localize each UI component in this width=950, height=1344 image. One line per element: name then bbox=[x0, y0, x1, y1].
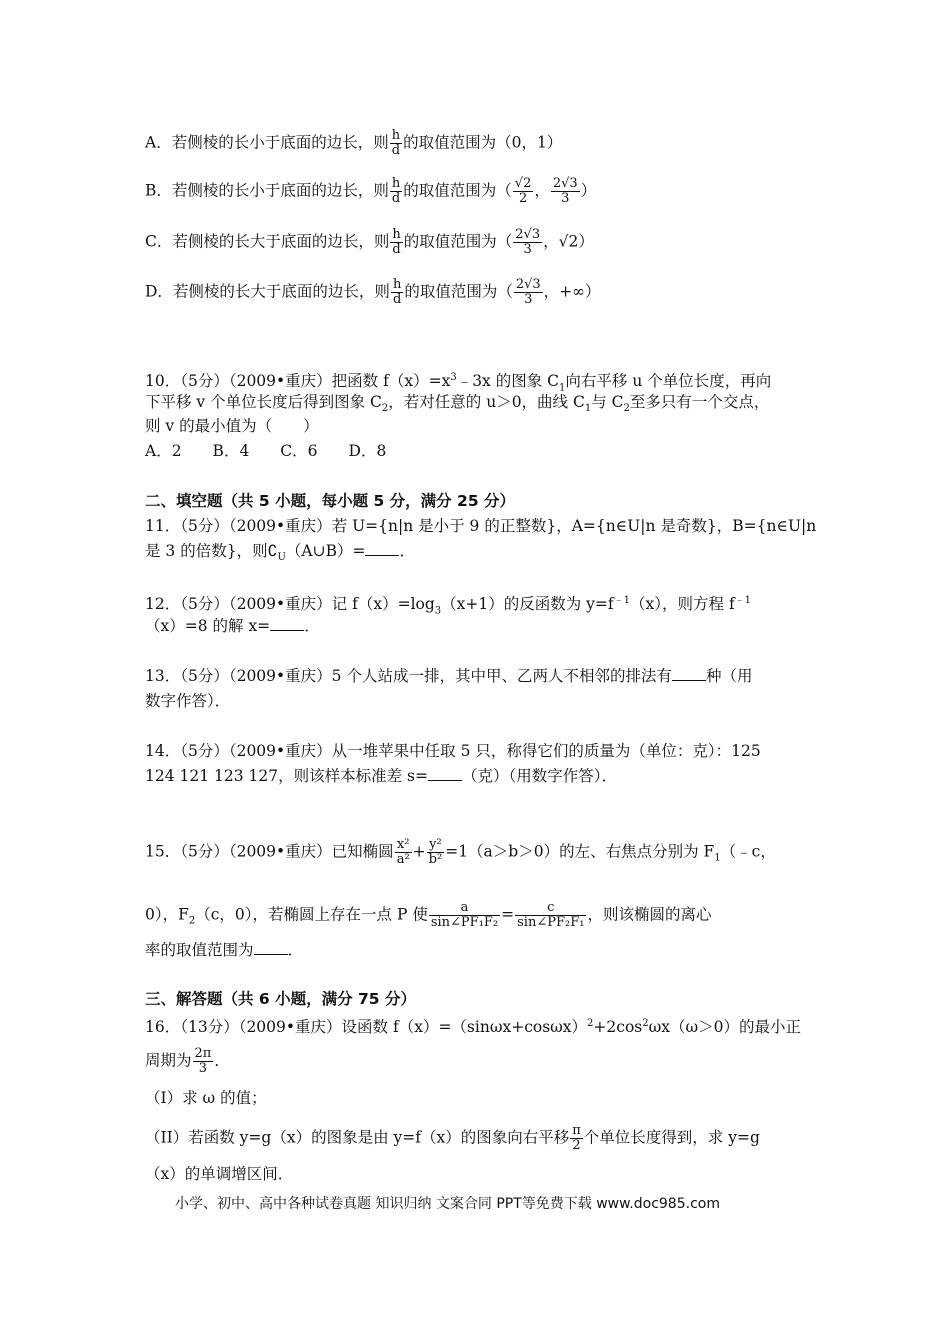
q16-part3: （x）的单调增区间． bbox=[145, 1165, 294, 1183]
q16-part1: （I）求 ω 的值； bbox=[145, 1089, 267, 1107]
section2-title: 二、填空题（共 5 小题，每小题 5 分，满分 25 分） bbox=[145, 492, 516, 510]
fraction: $\frac{2√3}{3}$ bbox=[515, 277, 541, 307]
fraction: $\frac{h}{d}$ bbox=[391, 128, 401, 158]
fraction: $\frac{\pi}{2}$ bbox=[572, 1123, 581, 1153]
q10-line2: 下平移 v 个单位长度后得到图象 $C_2$，若对任意的 u＞0，曲线 $C_1$与 $C_2$至多只有一个交点， bbox=[145, 393, 770, 415]
q11-line2: 是 3 的倍数}，则$∁_U(A\cup B)=$ ． bbox=[145, 542, 415, 564]
fraction: $\frac{h}{d}$ bbox=[392, 227, 401, 257]
q12-line2: （x）=8 的解 x= ． bbox=[145, 617, 320, 635]
fraction: $\frac{h}{d}$ bbox=[391, 176, 401, 206]
fraction: $\frac{2\pi}{3}$ bbox=[194, 1046, 212, 1076]
q16-line1: 16．（13分）（2009•重庆）设函数 $f(x)=(\sin\omega x+\cos\omega x)^2+2\cos^2\omega x(\omega>0)$的最小正 bbox=[145, 1018, 802, 1037]
q16-part2: （II）若函数 y=g（x）的图象是由 y=f（x）的图象向右平移 $\frac{\pi}{2}$ 个单位长度得到，求 y=g bbox=[145, 1123, 760, 1153]
q15-line3: 率的取值范围为 ． bbox=[145, 941, 304, 959]
answer-blank bbox=[428, 766, 462, 781]
q11-line1: 11．（5分）（2009•重庆）若 U={n|n 是小于 9 的正整数}，A={n∈U|n 是奇数}，B={n∈U|n bbox=[145, 517, 817, 535]
q10-line1: 10．（5分）（2009•重庆）把函数 $f(x)=x^3﹣3x$ 的图象 $C_1$向右平移 u 个单位长度，再向 bbox=[145, 372, 772, 394]
q9-option-d: D．若侧棱的长大于底面的边长，则 $\frac{h}{d}$ 的取值范围为（ $\frac{2√3}{3}$ ，+∞） bbox=[145, 277, 601, 307]
fraction: $\frac{a}{\text{sin∠PF₁F₂}}$ bbox=[430, 900, 499, 930]
answer-blank bbox=[270, 616, 304, 631]
answer-blank bbox=[365, 541, 399, 556]
q16-line2: 周期为 $\frac{2\pi}{3}$ ． bbox=[145, 1046, 230, 1076]
q10-line3: 则 v 的最小值为（ ） bbox=[145, 417, 319, 435]
q12-line1: 12．（5分）（2009•重庆）记 $f(x)=\log_3(x+1)$的反函数为 $y=f^{﹣1}(x)$，则方程 $f^{﹣1}$ bbox=[145, 595, 752, 617]
fraction: $\frac{\text{y²}}{\text{b²}}$ bbox=[428, 837, 443, 867]
q14-line1: 14．（5分）（2009•重庆）从一堆苹果中任取 5 只，称得它们的质量为（单位：克）：125 bbox=[145, 742, 761, 760]
q10-options: A．2 B．4 C．6 D．8 bbox=[145, 442, 387, 460]
fraction: $\frac{2√3}{3}$ bbox=[515, 227, 541, 257]
answer-blank bbox=[254, 940, 288, 955]
answer-blank bbox=[672, 666, 706, 681]
fraction: $\frac{\text{x²}}{\text{a²}}$ bbox=[396, 837, 410, 867]
q9-option-a: A．若侧棱的长小于底面的边长，则 $\frac{h}{d}$ 的取值范围为（0，1） bbox=[145, 128, 563, 158]
q14-line2: 124 121 123 127，则该样本标准差 s= （克）（用数字作答）． bbox=[145, 767, 618, 785]
section3-title: 三、解答题（共 6 小题，满分 75 分） bbox=[145, 990, 416, 1008]
footer-text: 小学、初中、高中各种试卷真题 知识归纳 文案合同 PPT等免费下载 www.doc985.com bbox=[175, 1196, 720, 1212]
q9-option-b: B．若侧棱的长小于底面的边长，则 $\frac{h}{d}$ 的取值范围为（ $\frac{√2}{2}$ ， $\frac{2√3}{3}$ ） bbox=[145, 176, 597, 206]
fraction: $\frac{h}{d}$ bbox=[392, 277, 402, 307]
fraction: $\frac{2√3}{3}$ bbox=[552, 176, 578, 206]
q13-line2: 数字作答）． bbox=[145, 692, 231, 710]
fraction: $\frac{c}{\text{sin∠PF₂F₁}}$ bbox=[517, 900, 585, 930]
q15-line2: 0），$F_2(c$，0），若椭圆上存在一点 P 使 $\frac{a}{\text{sin∠PF₁F₂}}$ = $\frac{c}{\text{sin∠PF₂F₁}}$ ，则该椭圆的离心 bbox=[145, 900, 712, 930]
q9-option-c: C．若侧棱的长大于底面的边长，则 $\frac{h}{d}$ 的取值范围为（ $\frac{2√3}{3}$ ，√2） bbox=[145, 227, 594, 257]
q15-line1: 15．（5分）（2009•重庆）已知椭圆 $\frac{\text{x²}}{\text{a²}}$ + $\frac{\text{y²}}{\text{b²}}$ =1（a＞b＞0）的左、右焦点分别为 $F_1(﹣c$， bbox=[145, 837, 776, 867]
fraction: $\frac{√2}{2}$ bbox=[514, 176, 532, 206]
q13-line1: 13．（5分）（2009•重庆）5 个人站成一排，其中甲、乙两人不相邻的排法有 种（用 bbox=[145, 667, 753, 685]
